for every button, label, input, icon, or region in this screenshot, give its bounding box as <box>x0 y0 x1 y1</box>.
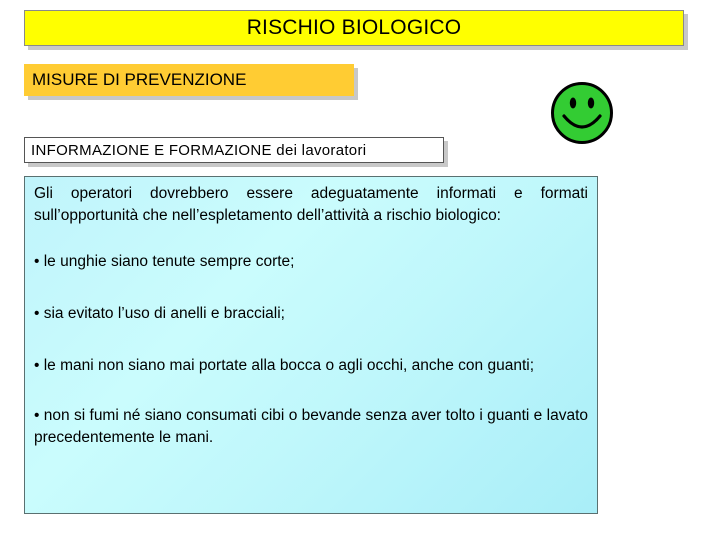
section-title: MISURE DI PREVENZIONE <box>32 70 247 89</box>
smiley-face-icon <box>549 80 615 146</box>
title-banner <box>24 10 684 46</box>
subsection-box <box>24 137 444 163</box>
list-item: • non si fumi né siano consumati cibi o bevande senza aver tolto i guanti e lavato precedentemente le mani. <box>34 407 588 446</box>
section-banner <box>24 64 354 96</box>
content-panel <box>24 176 598 514</box>
list-item: • le unghie siano tenute sempre corte; <box>34 253 295 270</box>
subsection-title: INFORMAZIONE E FORMAZIONE dei lavoratori <box>31 141 367 159</box>
list-item: • le mani non siano mai portate alla bocca o agli occhi, anche con guanti; <box>34 357 535 374</box>
page-title: RISCHIO BIOLOGICO <box>246 16 462 39</box>
list-item: • sia evitato l’uso di anelli e bracciali; <box>34 305 285 322</box>
intro-paragraph: Gli operatori dovrebbero essere adeguatamente informati e formati sull’opportunità che nell’espletamento dell’attività a rischio biologico: <box>34 185 588 224</box>
